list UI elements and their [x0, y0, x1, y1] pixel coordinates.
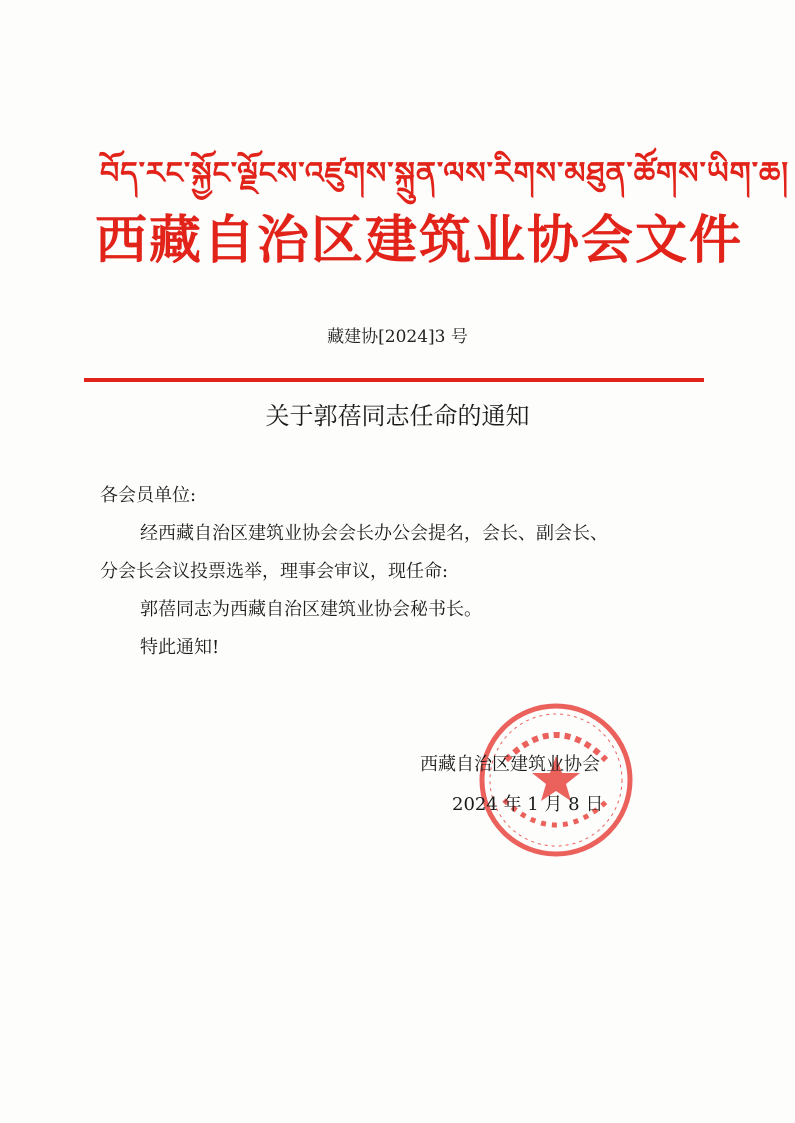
tibetan-header-title: བོད་རང་སྐྱོང་ལྗོངས་འཛུགས་སྐྲུན་ལས་རིགས་མཐུན་ཚོགས་ཡིག་ཆ། — [100, 156, 790, 191]
paragraph-3: 特此通知! — [140, 637, 220, 658]
notice-title: 关于郭蓓同志任命的通知 — [265, 402, 530, 430]
signature-date: 2024 年 1 月 8 日 — [452, 794, 604, 815]
paragraph-2: 郭蓓同志为西藏自治区建筑业协会秘书长。 — [140, 599, 482, 620]
official-seal-stamp — [476, 700, 636, 860]
paragraph-1-line-1: 经西藏自治区建筑业协会会长办公会提名，会长、副会长、 — [140, 523, 608, 544]
signature-organization: 西藏自治区建筑业协会 — [420, 754, 600, 775]
document-number: 藏建协[2024]3 号 — [327, 327, 468, 347]
red-divider-line — [84, 378, 704, 382]
salutation: 各会员单位: — [100, 485, 197, 506]
chinese-header-title: 西藏自治区建筑业协会文件 — [95, 211, 744, 271]
paragraph-1-line-2: 分会长会议投票选举，理事会审议，现任命: — [100, 561, 449, 582]
